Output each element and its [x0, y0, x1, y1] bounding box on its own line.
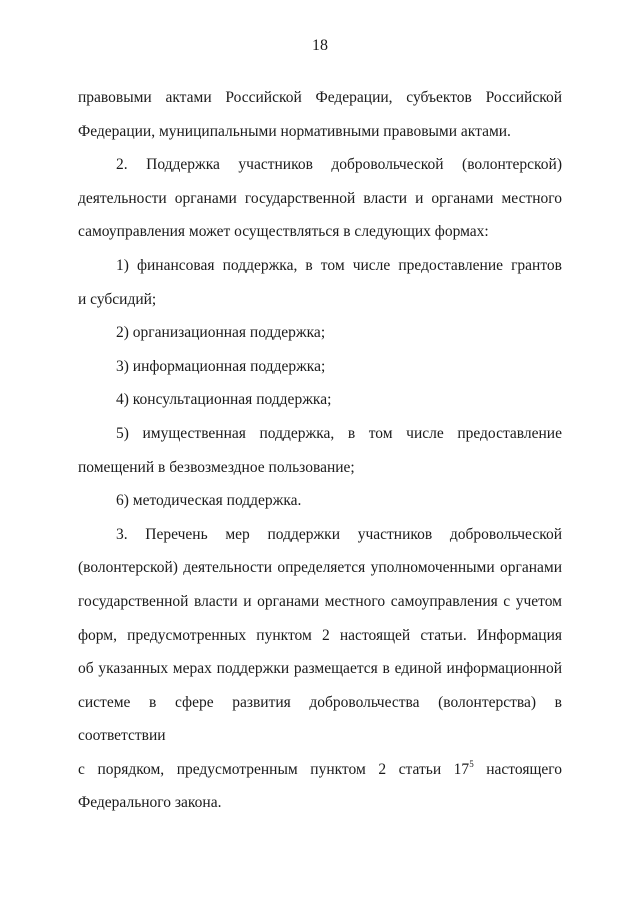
superscript-article-number: 5 [469, 758, 474, 769]
clause-3-line-7-tail: настоящего [473, 760, 562, 778]
clause-3-line-5: об указанных мерах поддержки размещается в единой информационной [78, 660, 562, 678]
list-item-5-line-2: помещений в безвозмездное пользование; [78, 458, 355, 476]
clause-3-line-2: (волонтерской) деятельности определяется уполномоченными органами [78, 559, 562, 577]
list-item-1-line-1: 1) финансовая поддержка, в том числе предоставление грантов [116, 256, 562, 274]
clause-3-line-7-text: с порядком, предусмотренным пунктом 2 статьи 17 [78, 760, 470, 778]
list-item-3: 3) информационная поддержка; [116, 357, 326, 375]
clause-3-line-4: форм, предусмотренных пунктом 2 настоящей статьи. Информация [78, 626, 562, 644]
list-item-4: 4) консультационная поддержка; [116, 391, 332, 409]
page-number: 18 [312, 37, 328, 54]
clause-3-line-6: системе в сфере развития добровольчества (волонтерства) в соответствии [78, 693, 562, 745]
clause-2-line-1: 2. Поддержка участников добровольческой (волонтерской) [116, 156, 562, 174]
list-item-2: 2) организационная поддержка; [116, 324, 326, 342]
list-item-5-line-1: 5) имущественная поддержка, в том числе предоставление [116, 424, 562, 442]
clause-2-line-3: самоуправления может осуществляться в следующих формах: [78, 223, 489, 241]
list-item-1-line-2: и субсидий; [78, 290, 157, 308]
paragraph-continuation-line-1: правовыми актами Российской Федерации, субъектов Российской [78, 89, 562, 106]
clause-2-line-2: деятельности органами государственной власти и органами местного [78, 189, 562, 207]
clause-3-line-1: 3. Перечень мер поддержки участников добровольческой [116, 525, 562, 543]
clause-3-line-8: Федерального закона. [78, 794, 222, 812]
clause-3-line-7 [78, 753, 562, 787]
clause-3-line-3: государственной власти и органами местного самоуправления с учетом [78, 592, 562, 610]
paragraph-continuation-line-2: Федерации, муниципальными нормативными правовыми актами. [78, 122, 511, 140]
list-item-6: 6) методическая поддержка. [116, 492, 302, 510]
document-body [78, 81, 562, 820]
